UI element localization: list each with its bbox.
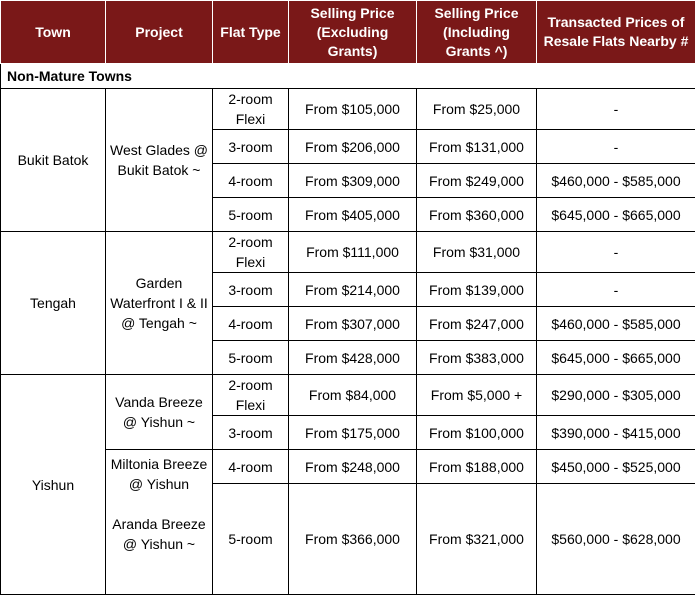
- table-row: [1, 89, 695, 130]
- price-incl-cell: From $360,000: [417, 198, 537, 232]
- price-excl-cell: From $84,000: [289, 375, 417, 416]
- price-excl-cell: From $307,000: [289, 307, 417, 341]
- project-cell: West Glades @ Bukit Batok ~: [106, 89, 213, 232]
- resale-cell: -: [537, 273, 695, 307]
- flat-type-cell: 5-room: [213, 341, 289, 375]
- resale-cell: $460,000 - $585,000: [537, 307, 695, 341]
- header-row: [1, 1, 695, 64]
- resale-cell: $645,000 - $665,000: [537, 341, 695, 375]
- resale-cell: -: [537, 130, 695, 164]
- flat-type-cell: 3-room: [213, 273, 289, 307]
- header-project: Project: [106, 1, 213, 64]
- price-incl-cell: From $247,000: [417, 307, 537, 341]
- resale-cell: $450,000 - $525,000: [537, 450, 695, 484]
- resale-cell: $460,000 - $585,000: [537, 164, 695, 198]
- section-title: Non-Mature Towns: [1, 64, 695, 89]
- flat-type-cell: 2-room Flexi: [213, 232, 289, 273]
- flat-type-cell: 3-room: [213, 416, 289, 450]
- price-incl-cell: From $31,000: [417, 232, 537, 273]
- price-incl-cell: From $5,000 +: [417, 375, 537, 416]
- flat-type-cell: 3-room: [213, 130, 289, 164]
- table-row: [1, 375, 695, 416]
- price-excl-cell: From $428,000: [289, 341, 417, 375]
- project-cell: Garden Waterfront I & II @ Tengah ~: [106, 232, 213, 375]
- price-excl-cell: From $175,000: [289, 416, 417, 450]
- price-excl-cell: From $214,000: [289, 273, 417, 307]
- flat-type-cell: 5-room: [213, 198, 289, 232]
- price-incl-cell: From $100,000: [417, 416, 537, 450]
- resale-cell: $560,000 - $628,000: [537, 484, 695, 595]
- price-excl-cell: From $309,000: [289, 164, 417, 198]
- price-excl-cell: From $111,000: [289, 232, 417, 273]
- flat-type-cell: 2-room Flexi: [213, 375, 289, 416]
- price-excl-cell: From $405,000: [289, 198, 417, 232]
- header-town: Town: [1, 1, 106, 64]
- resale-cell: $645,000 - $665,000: [537, 198, 695, 232]
- flat-type-cell: 4-room: [213, 307, 289, 341]
- section-row: [1, 64, 695, 89]
- header-price-including-grants: Selling Price (Including Grants ^): [417, 1, 537, 64]
- resale-cell: $290,000 - $305,000: [537, 375, 695, 416]
- project-cell: Vanda Breeze @ Yishun ~: [106, 375, 213, 450]
- price-excl-cell: From $366,000: [289, 484, 417, 595]
- header-flat-type: Flat Type: [213, 1, 289, 64]
- price-incl-cell: From $321,000: [417, 484, 537, 595]
- town-cell: Yishun: [1, 375, 106, 595]
- town-cell: Bukit Batok: [1, 89, 106, 232]
- header-resale-prices: Transacted Prices of Resale Flats Nearby #: [537, 1, 695, 64]
- price-incl-cell: From $249,000: [417, 164, 537, 198]
- price-incl-cell: From $188,000: [417, 450, 537, 484]
- table-row: [1, 450, 695, 484]
- flat-type-cell: 4-room: [213, 450, 289, 484]
- project-cell: Miltonia Breeze @ Yishun Aranda Breeze @ Yishun ~: [106, 450, 213, 595]
- flat-type-cell: 5-room: [213, 484, 289, 595]
- price-excl-cell: From $206,000: [289, 130, 417, 164]
- table-row: [1, 232, 695, 273]
- price-incl-cell: From $383,000: [417, 341, 537, 375]
- flat-type-cell: 2-room Flexi: [213, 89, 289, 130]
- header-price-excluding-grants: Selling Price (Excluding Grants): [289, 1, 417, 64]
- town-cell: Tengah: [1, 232, 106, 375]
- price-incl-cell: From $25,000: [417, 89, 537, 130]
- price-incl-cell: From $139,000: [417, 273, 537, 307]
- resale-cell: $390,000 - $415,000: [537, 416, 695, 450]
- price-incl-cell: From $131,000: [417, 130, 537, 164]
- price-excl-cell: From $248,000: [289, 450, 417, 484]
- flat-type-cell: 4-room: [213, 164, 289, 198]
- resale-cell: -: [537, 89, 695, 130]
- resale-cell: -: [537, 232, 695, 273]
- price-excl-cell: From $105,000: [289, 89, 417, 130]
